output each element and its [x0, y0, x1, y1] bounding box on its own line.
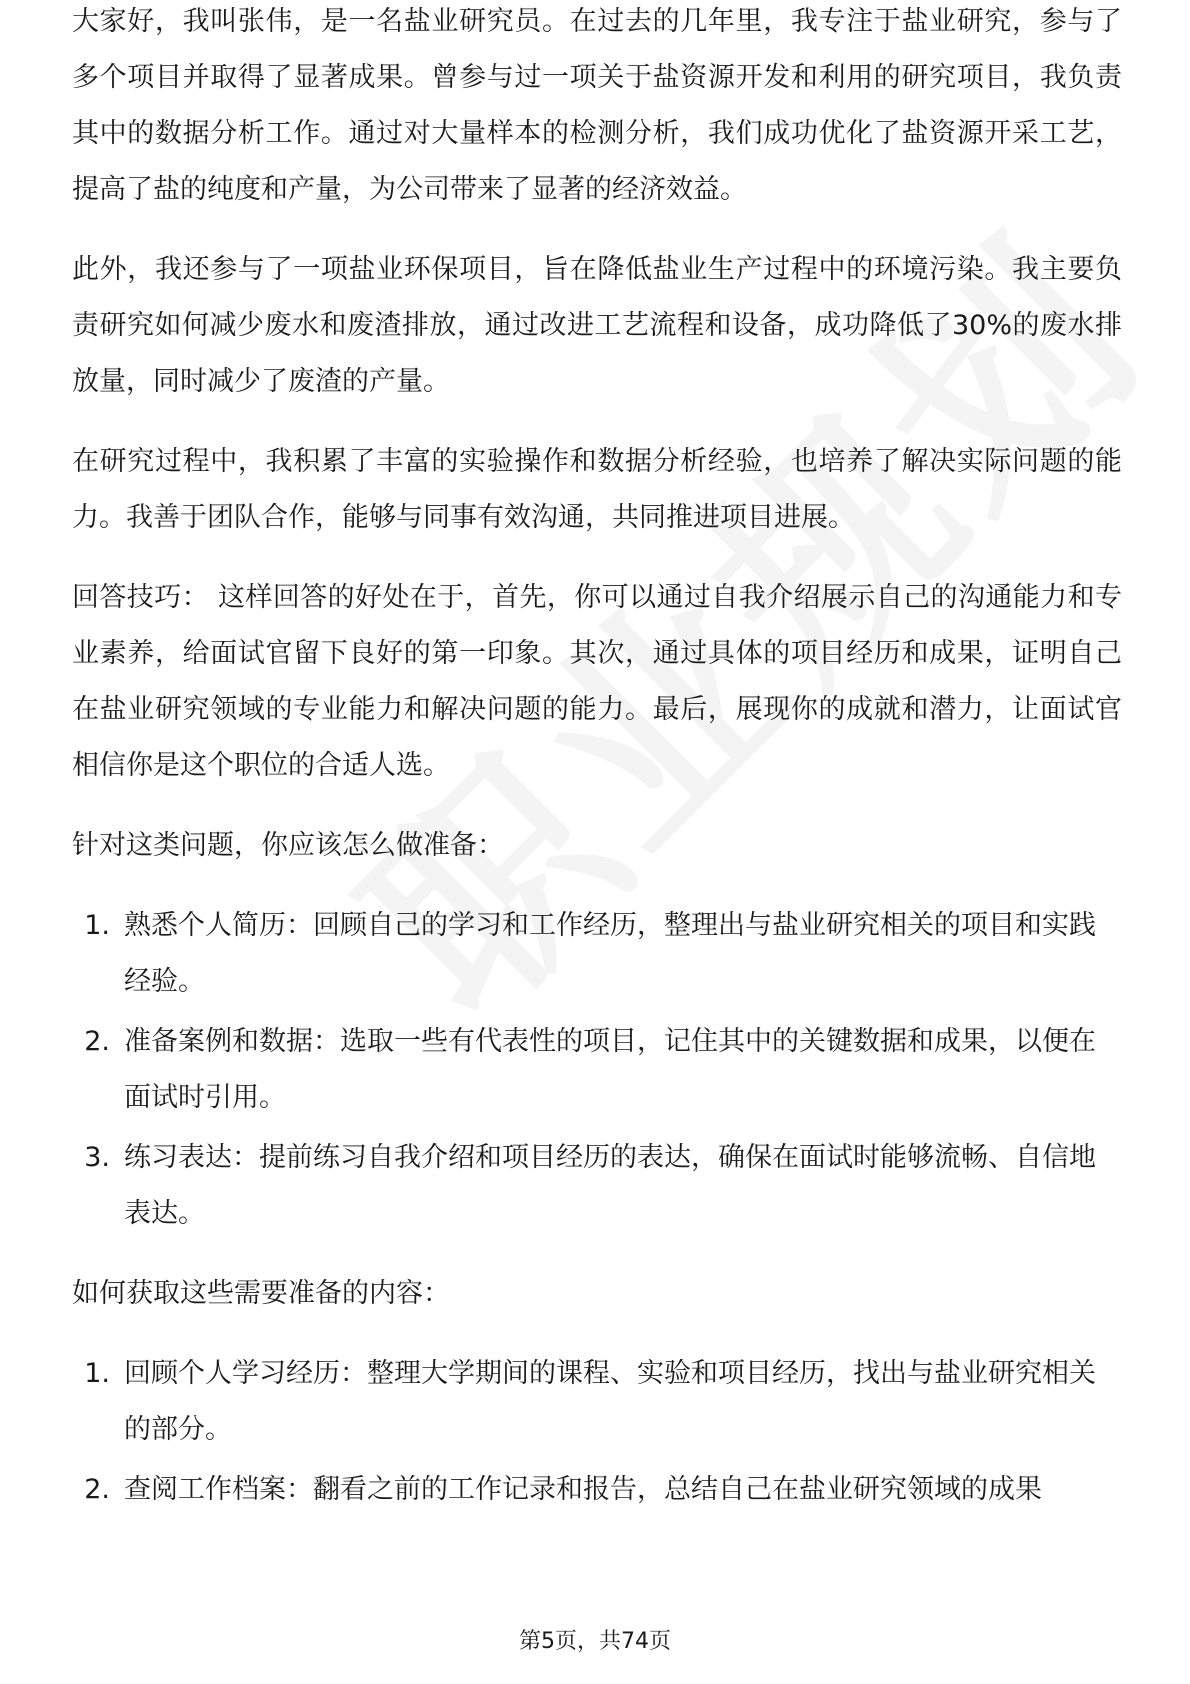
document-body — [72, 6, 1122, 1542]
paragraph-intro: 大家好，我叫张伟，是一名盐业研究员。在过去的几年里，我专注于盐业研究，参与了多个项目并取得了显著成果。曾参与过一项关于盐资源开发和利用的研究项目，我负责其中的数据分析工作。通过对大量样本的检测分析，我们成功优化了盐资源开采工艺，提高了盐的纯度和产量，为公司带来了显著的经济效益。 — [72, 6, 1122, 205]
list-item — [72, 1346, 1122, 1458]
list-number: 2. — [84, 1474, 110, 1505]
list-number: 1. — [84, 1358, 110, 1389]
list-number: 3. — [84, 1142, 110, 1173]
list-item — [72, 1462, 1122, 1518]
page-footer: 第5页，共74页 — [519, 1629, 671, 1654]
list-number: 2. — [84, 1026, 110, 1057]
paragraph-answer-tips: 回答技巧： 这样回答的好处在于，首先，你可以通过自我介绍展示自己的沟通能力和专业素养，给面试官留下良好的第一印象。其次，通过具体的项目经历和成果，证明自己在盐业研究领域的专业能力和解决问题的能力。最后，展现你的成就和潜力，让面试官相信你是这个职位的合适人选。 — [72, 582, 1122, 781]
acquire-list — [72, 1346, 1122, 1518]
list-item — [72, 898, 1122, 1010]
list-text: 回顾个人学习经历：整理大学期间的课程、实验和项目经历，找出与盐业研究相关的部分。 — [124, 1358, 1096, 1445]
list-item — [72, 1130, 1122, 1242]
list-item — [72, 1014, 1122, 1126]
paragraph-prep-heading: 针对这类问题，你应该怎么做准备： — [72, 830, 504, 861]
paragraph-experience: 在研究过程中，我积累了丰富的实验操作和数据分析经验，也培养了解决实际问题的能力。我善于团队合作，能够与同事有效沟通，共同推进项目进展。 — [72, 446, 1122, 533]
paragraph-environment: 此外，我还参与了一项盐业环保项目，旨在降低盐业生产过程中的环境污染。我主要负责研究如何减少废水和废渣排放，通过改进工艺流程和设备，成功降低了30%的废水排放量，同时减少了废渣的产量。 — [72, 254, 1122, 397]
paragraph-how-to-heading: 如何获取这些需要准备的内容： — [72, 1278, 450, 1309]
prep-list — [72, 898, 1122, 1242]
list-text: 熟悉个人简历：回顾自己的学习和工作经历，整理出与盐业研究相关的项目和实践经验。 — [124, 910, 1096, 997]
list-text: 查阅工作档案：翻看之前的工作记录和报告，总结自己在盐业研究领域的成果 — [124, 1474, 1042, 1505]
list-number: 1. — [84, 910, 110, 941]
list-text: 练习表达：提前练习自我介绍和项目经历的表达，确保在面试时能够流畅、自信地表达。 — [124, 1142, 1096, 1229]
list-text: 准备案例和数据：选取一些有代表性的项目，记住其中的关键数据和成果，以便在面试时引用。 — [124, 1026, 1096, 1113]
